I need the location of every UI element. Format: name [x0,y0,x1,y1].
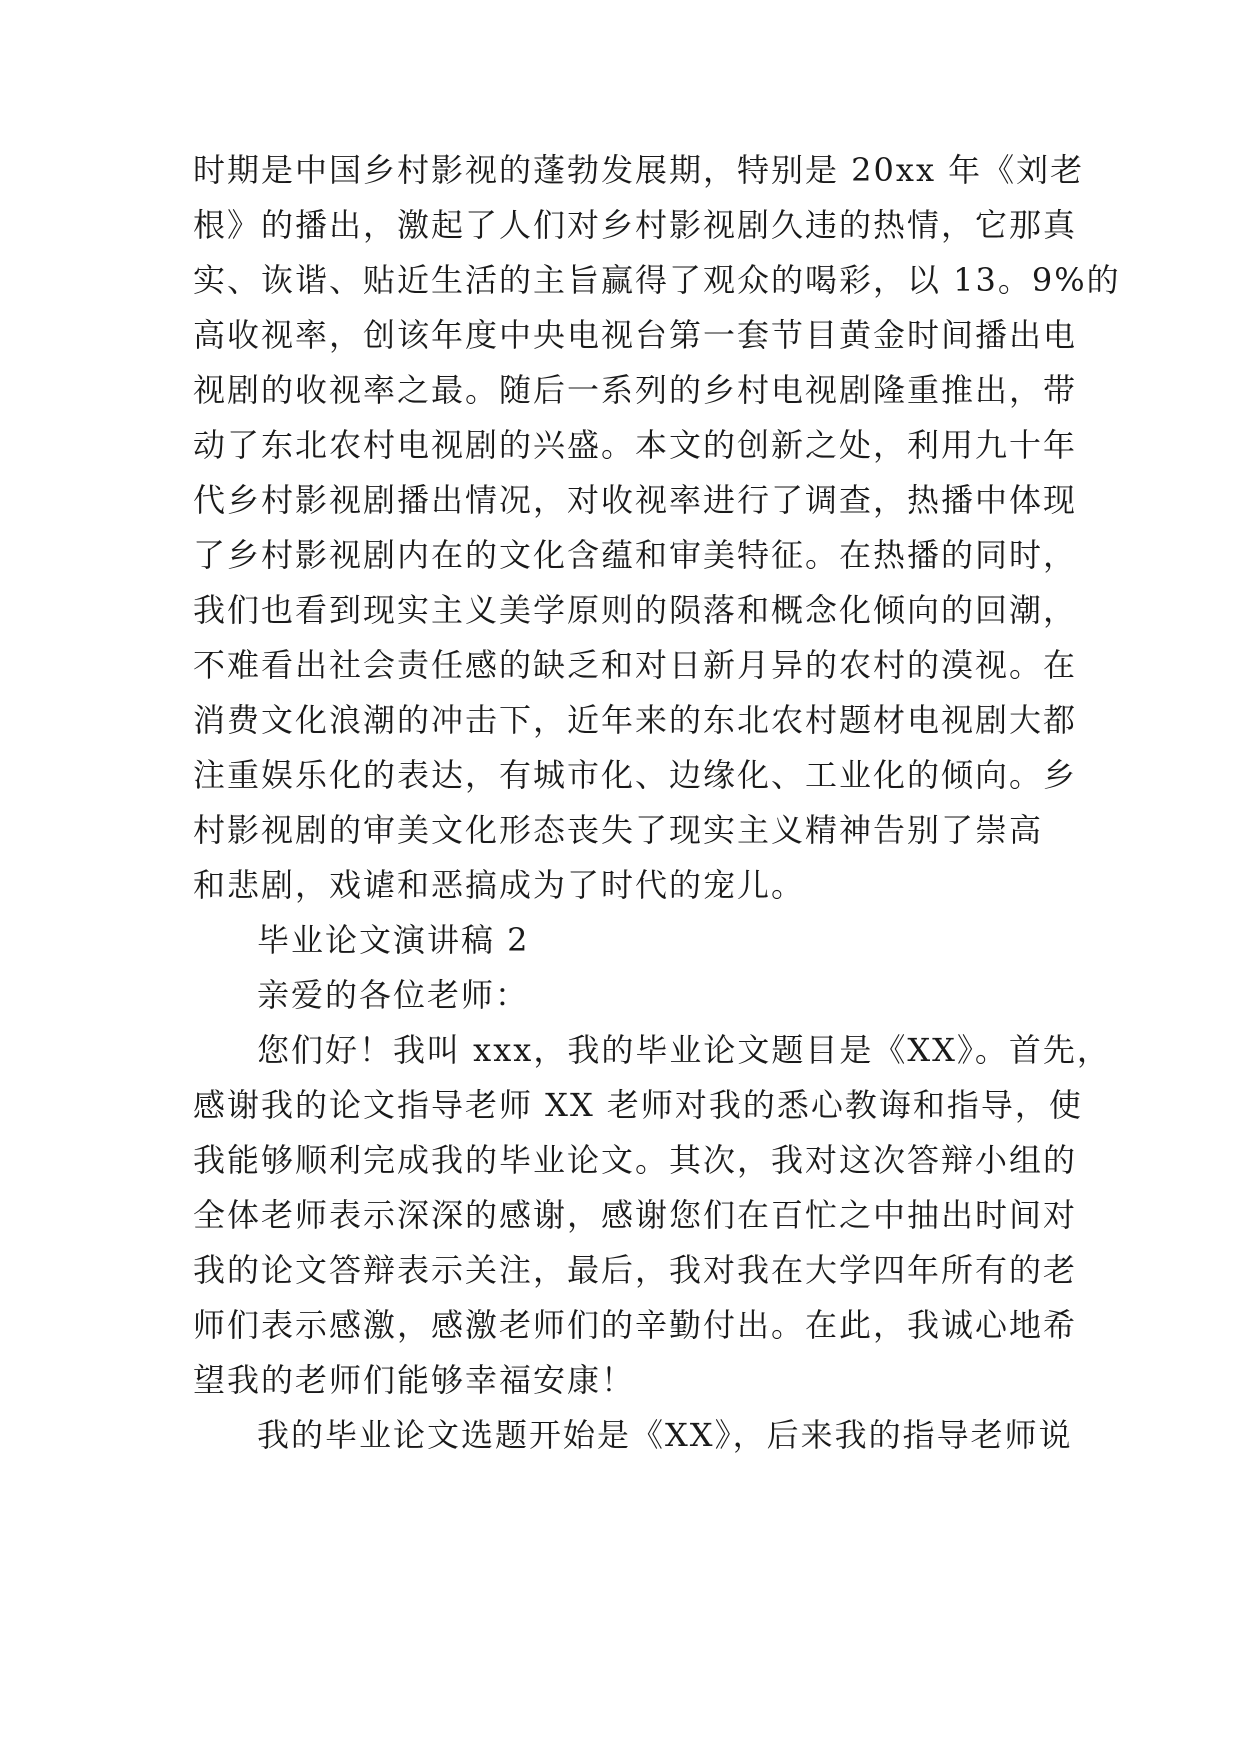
text-line: 消费文化浪潮的冲击下，近年来的东北农村题材电视剧大都 [193,701,1078,739]
text-line: 代乡村影视剧播出情况，对收视率进行了调查，热播中体现 [193,481,1078,519]
salutation: 亲爱的各位老师： [257,976,530,1014]
text-line: 师们表示感激，感激老师们的辛勤付出。在此，我诚心地希 [193,1306,1078,1344]
text-line: 不难看出社会责任感的缺乏和对日新月异的农村的漠视。在 [193,646,1078,684]
text-line: 村影视剧的审美文化形态丧失了现实主义精神告别了崇高 [193,811,1044,849]
text-line: 您们好！我叫 xxx，我的毕业论文题目是《XX》。首先， [257,1031,1111,1069]
text-line: 我的毕业论文选题开始是《XX》，后来我的指导老师说 [257,1416,1073,1454]
text-line: 时期是中国乡村影视的蓬勃发展期，特别是 20xx 年《刘老 [193,151,1085,189]
text-line: 感谢我的论文指导老师 XX 老师对我的悉心教诲和指导，使 [193,1086,1083,1124]
text-line: 了乡村影视剧内在的文化含蕴和审美特征。在热播的同时， [193,536,1078,574]
text-line: 望我的老师们能够幸福安康！ [193,1361,636,1399]
text-line: 实、诙谐、贴近生活的主旨赢得了观众的喝彩，以 13。9%的 [193,261,1121,299]
text-line: 视剧的收视率之最。随后一系列的乡村电视剧隆重推出，带 [193,371,1078,409]
text-line: 我的论文答辩表示关注，最后，我对我在大学四年所有的老 [193,1251,1078,1289]
section-heading: 毕业论文演讲稿 2 [257,921,530,959]
text-line: 根》的播出，激起了人们对乡村影视剧久违的热情，它那真 [193,206,1078,244]
text-line: 我能够顺利完成我的毕业论文。其次，我对这次答辩小组的 [193,1141,1078,1179]
text-line: 动了东北农村电视剧的兴盛。本文的创新之处，利用九十年 [193,426,1078,464]
text-line: 注重娱乐化的表达，有城市化、边缘化、工业化的倾向。乡 [193,756,1078,794]
text-line: 我们也看到现实主义美学原则的陨落和概念化倾向的回潮， [193,591,1078,629]
text-line: 和悲剧，戏谑和恶搞成为了时代的宠儿。 [193,866,806,904]
text-line: 全体老师表示深深的感谢，感谢您们在百忙之中抽出时间对 [193,1196,1078,1234]
text-line: 高收视率，创该年度中央电视台第一套节目黄金时间播出电 [193,316,1078,354]
